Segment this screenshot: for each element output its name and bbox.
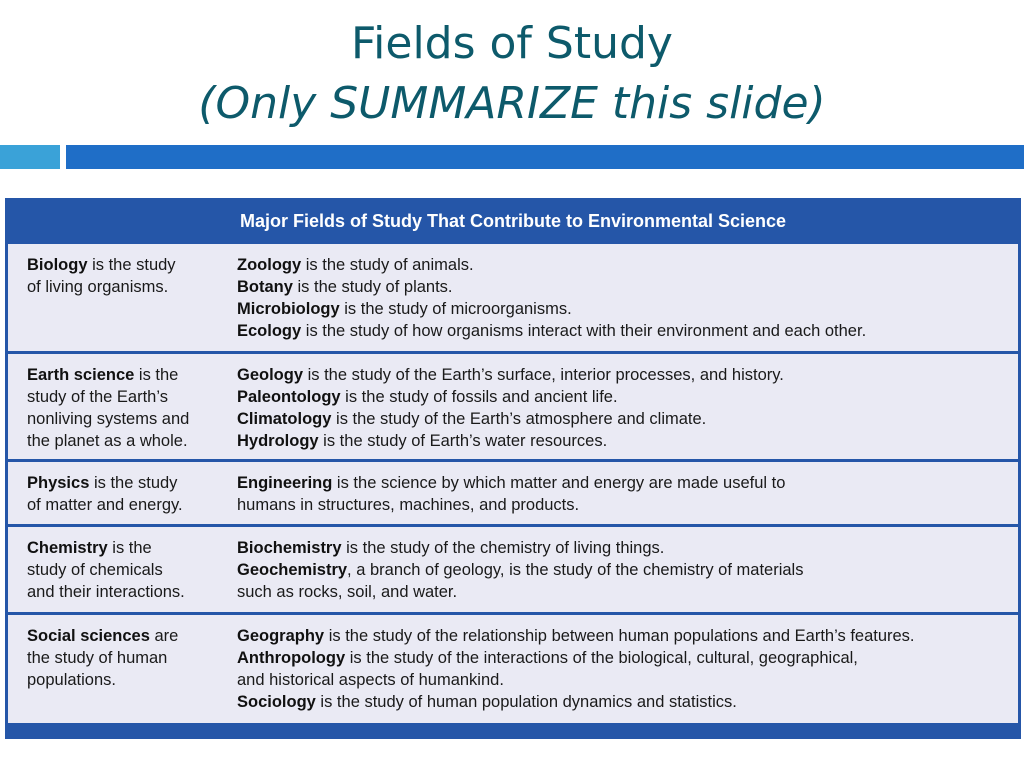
subfield-desc: is the study of Earth’s water resources.	[318, 432, 608, 450]
subfield-line	[237, 254, 1017, 276]
subfield-term: Microbiology	[237, 300, 340, 318]
field-line: the study of human	[27, 649, 168, 667]
subfields-cell	[237, 537, 1017, 603]
table-row-social-sciences	[8, 615, 1018, 723]
field-term: Physics	[27, 474, 90, 492]
field-line: Chemistry is the	[27, 539, 152, 557]
subfield-desc: is the study of plants.	[292, 278, 453, 296]
subfield-line	[237, 408, 1017, 430]
subfield-line	[237, 430, 1017, 452]
page-title: Fields of Study	[351, 18, 673, 69]
field-desc: is the study	[87, 256, 176, 274]
subfield-desc: is the study of microorganisms.	[339, 300, 572, 318]
field-line: the planet as a whole.	[27, 432, 188, 450]
field-line: nonliving systems and	[27, 410, 190, 428]
subfields-cell	[237, 364, 1017, 452]
subfield-line: Anthropology is the study of the interactions of the biological, cultural, geographical,	[237, 649, 858, 667]
field-cell	[27, 254, 227, 298]
field-line: Physics is the study	[27, 474, 178, 492]
subfield-term: Geography	[237, 627, 325, 645]
subfield-term: Ecology	[237, 322, 302, 340]
field-cell	[27, 537, 227, 603]
field-line: of matter and energy.	[27, 496, 183, 514]
accent-bar-large	[66, 145, 1024, 169]
subfield-term: Sociology	[237, 693, 316, 711]
subfield-line	[237, 386, 1017, 408]
subfield-line	[237, 298, 1017, 320]
table-header: Major Fields of Study That Contribute to Environmental Science	[239, 211, 787, 231]
field-term: Social sciences	[27, 627, 150, 645]
field-line: study of the Earth’s	[27, 388, 168, 406]
subfield-desc: is the study of the Earth’s atmosphere and climate.	[331, 410, 707, 428]
subfield-term: Engineering	[237, 474, 333, 492]
subfields-cell	[237, 472, 1017, 516]
subfield-line	[237, 625, 1017, 647]
subfield-term: Biochemistry	[237, 539, 342, 557]
subfield-line	[237, 276, 1017, 298]
accent-bar-small	[0, 145, 60, 169]
subfield-line: and historical aspects of humankind.	[237, 671, 504, 689]
subfield-desc: is the study of fossils and ancient life.	[340, 388, 618, 406]
subfield-term: Botany	[237, 278, 293, 296]
table-row-earth-science	[8, 354, 1018, 459]
subfield-desc: is the study of the Earth’s surface, interior processes, and history.	[303, 366, 784, 384]
subfield-desc: is the study of how organisms interact with their environment and each other.	[301, 322, 867, 340]
subfield-desc: is the study of the relationship between human populations and Earth’s features.	[324, 627, 915, 645]
subfield-term: Paleontology	[237, 388, 341, 406]
subfield-line	[237, 691, 1017, 713]
field-line: populations.	[27, 671, 116, 689]
field-cell	[27, 625, 227, 691]
subfields-cell	[237, 625, 1017, 713]
subfield-line	[237, 364, 1017, 386]
subfield-line: humans in structures, machines, and products.	[237, 496, 580, 514]
subfield-term: Hydrology	[237, 432, 319, 450]
subfield-term: Zoology	[237, 256, 302, 274]
subfield-line: Geochemistry, a branch of geology, is the study of the chemistry of materials	[237, 561, 804, 579]
subfield-line: such as rocks, soil, and water.	[237, 583, 458, 601]
field-term: Biology	[27, 256, 88, 274]
subfield-term: Geology	[237, 366, 304, 384]
field-term: Chemistry	[27, 539, 108, 557]
field-term: Earth science	[27, 366, 135, 384]
field-cell	[27, 364, 227, 452]
subfield-term: Geochemistry	[237, 561, 348, 579]
subfields-cell	[237, 254, 1017, 342]
page-subtitle: (Only SUMMARIZE this slide)	[198, 78, 826, 129]
table-row-chemistry	[8, 527, 1018, 612]
fields-table	[5, 198, 1021, 739]
field-line: Earth science is the	[27, 366, 179, 384]
subfield-line: Engineering is the science by which matter and energy are made useful to	[237, 474, 786, 492]
subfield-term: Climatology	[237, 410, 332, 428]
field-line	[27, 254, 227, 276]
field-line: Social sciences are	[27, 627, 179, 645]
subfield-term: Anthropology	[237, 649, 346, 667]
table-row-physics	[8, 462, 1018, 524]
field-line: and their interactions.	[27, 583, 185, 601]
subfield-desc: is the study of the chemistry of living things.	[341, 539, 665, 557]
field-line: of living organisms.	[27, 278, 169, 296]
subfield-desc: is the study of human population dynamics and statistics.	[315, 693, 737, 711]
subfield-line	[237, 320, 1017, 342]
subfield-desc: is the study of animals.	[301, 256, 474, 274]
table-row-biology	[8, 244, 1018, 351]
field-line: study of chemicals	[27, 561, 163, 579]
subfield-line	[237, 537, 1017, 559]
slide-title-block	[0, 14, 1024, 134]
field-cell	[27, 472, 227, 516]
